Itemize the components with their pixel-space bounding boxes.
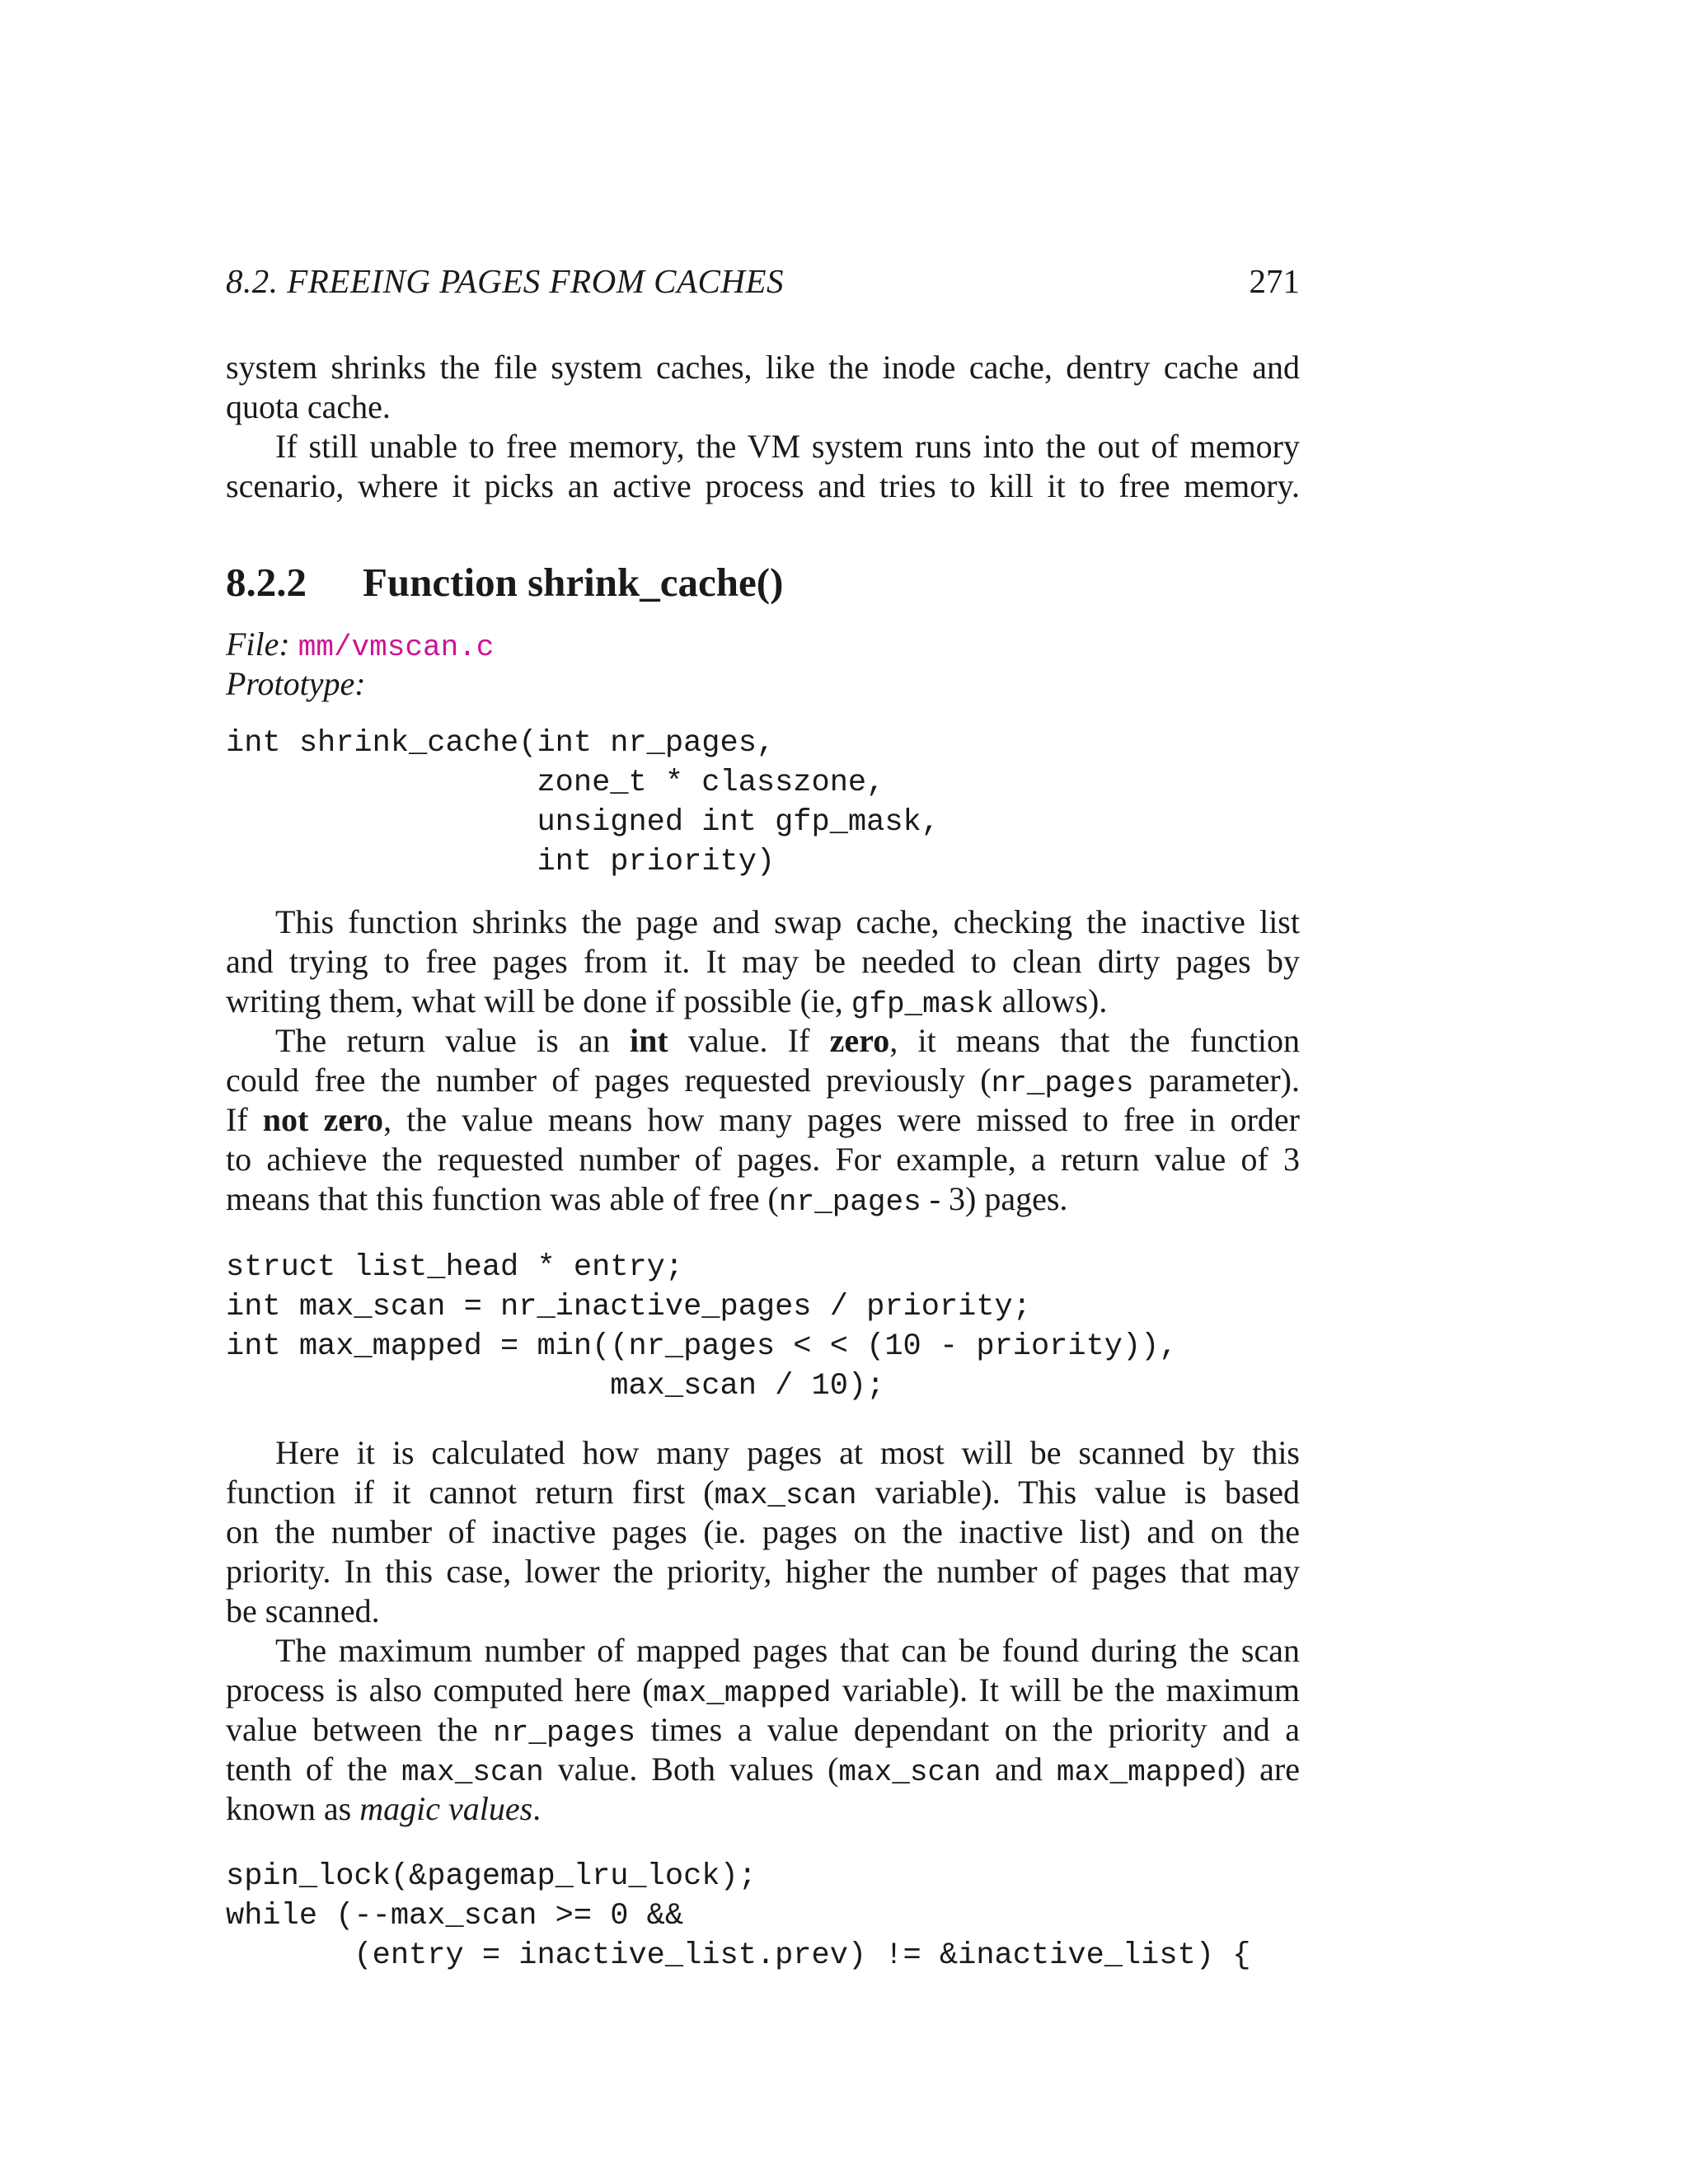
code-line: int max_scan = nr_inactive_pages / priority; [226,1290,1031,1324]
intro-p2-line2: scenario, where it picks an active process and tries to kill it to free memory. [226,467,1300,504]
code-line: struct list_head * entry; [226,1250,684,1285]
text-run: parameter). [1133,1062,1300,1099]
text-run: allows). [993,982,1108,1019]
inline-code: max_mapped [653,1676,832,1710]
text-run: . [532,1790,542,1827]
section-title: Function shrink_cache() [363,560,784,605]
inline-code: max_mapped [1056,1755,1235,1789]
inline-code: max_scan [401,1755,544,1789]
text-run: process is also computed here ( [226,1671,654,1708]
inline-code: nr_pages [991,1066,1134,1100]
running-header-section: 8.2. FREEING PAGES FROM CACHES [226,262,784,300]
code-line: max_scan / 10); [226,1369,885,1404]
para-b-line5 [226,1179,1300,1220]
para-c-line5: be scanned. [226,1592,380,1629]
text-run: - 3) pages. [921,1180,1068,1217]
para-d-line2 [226,1670,1300,1711]
code-line: int max_mapped = min((nr_pages < < (10 - priority)), [226,1329,1178,1364]
para-a-line1: This function shrinks the page and swap cache, checking the inactive list [275,903,1300,940]
code-line: (entry = inactive_list.prev) != &inactive_list) { [226,1938,1251,1973]
para-d-line1: The maximum number of mapped pages that can be found during the scan [275,1632,1300,1669]
text-run: value. Both values ( [543,1750,839,1788]
text-run: could free the number of pages requested previously ( [226,1062,992,1099]
para-c-line2 [226,1472,1300,1513]
text-run: means that this function was able of free ( [226,1180,779,1217]
inline-code: max_scan [838,1755,982,1789]
code-line: int priority) [226,845,776,879]
intro-p2-line1: If still unable to free memory, the VM system runs into the out of memory [275,428,1300,465]
para-b-line1 [226,1020,1300,1062]
para-c-line3: on the number of inactive pages (ie. pages on the inactive list) and on the [226,1513,1300,1550]
text-run: , the value means how many pages were missed to free in order [383,1101,1300,1138]
para-c-line4: priority. In this case, lower the priority, higher the number of pages that may [226,1553,1300,1590]
text-run: If [226,1101,263,1138]
bold-term: not zero [262,1101,384,1138]
bold-term: zero [829,1022,890,1059]
text-run: and [981,1750,1057,1788]
inline-code: gfp_mask [851,987,994,1021]
text-run: variable). It will be the maximum [831,1671,1300,1708]
running-header [226,260,1300,302]
code-line: int shrink_cache(int nr_pages, [226,726,776,761]
text-run: variable). This value is based [856,1474,1300,1511]
text-run: , it means that the function [889,1022,1301,1059]
intro-p1-line1: system shrinks the file system caches, like the inode cache, dentry cache and [226,349,1300,386]
para-d-line3 [226,1709,1300,1750]
inline-code: max_scan [714,1479,857,1512]
text-run: value. If [668,1022,830,1059]
code-line: while (--max_scan >= 0 && [226,1899,684,1933]
text-run: function if it cannot return first ( [226,1474,715,1511]
para-b-line3 [226,1099,1300,1141]
text-run: tenth of the [226,1750,401,1788]
code-line: zone_t * classzone, [226,766,885,800]
file-label: File: [226,626,290,663]
section-heading [226,558,783,607]
para-a-line2: and trying to free pages from it. It may be needed to clean dirty pages by [226,943,1300,980]
text-run: ) are [1234,1750,1300,1788]
text-run: value between the [226,1711,494,1748]
section-number: 8.2.2 [226,560,307,605]
para-a-line3 [226,981,1300,1022]
text-run: writing them, what will be done if possible (ie, [226,982,851,1019]
text-run: times a value dependant on the priority and a [635,1711,1301,1748]
text-run: known as [226,1790,360,1827]
code-line: spin_lock(&pagemap_lru_lock); [226,1859,757,1894]
para-c-line1: Here it is calculated how many pages at most will be scanned by this [275,1434,1300,1471]
bold-term: int [629,1022,668,1059]
prototype-label: Prototype: [226,665,366,702]
intro-p1-line2: quota cache. [226,388,391,425]
text-run: The return value is an [275,1022,630,1059]
inline-code: nr_pages [778,1185,921,1219]
file-line [226,624,1300,665]
prototype-line [226,663,1300,705]
page-number: 271 [1249,262,1300,300]
inline-code: nr_pages [493,1716,635,1750]
file-path-link[interactable]: mm/vmscan.c [298,630,495,664]
italic-term: magic values [359,1790,533,1827]
para-b-line2 [226,1060,1300,1101]
para-d-line5 [226,1788,1300,1830]
code-line: unsigned int gfp_mask, [226,805,940,840]
para-b-line4: to achieve the requested number of pages. For example, a return value of 3 [226,1141,1300,1178]
para-d-line4 [226,1749,1300,1790]
